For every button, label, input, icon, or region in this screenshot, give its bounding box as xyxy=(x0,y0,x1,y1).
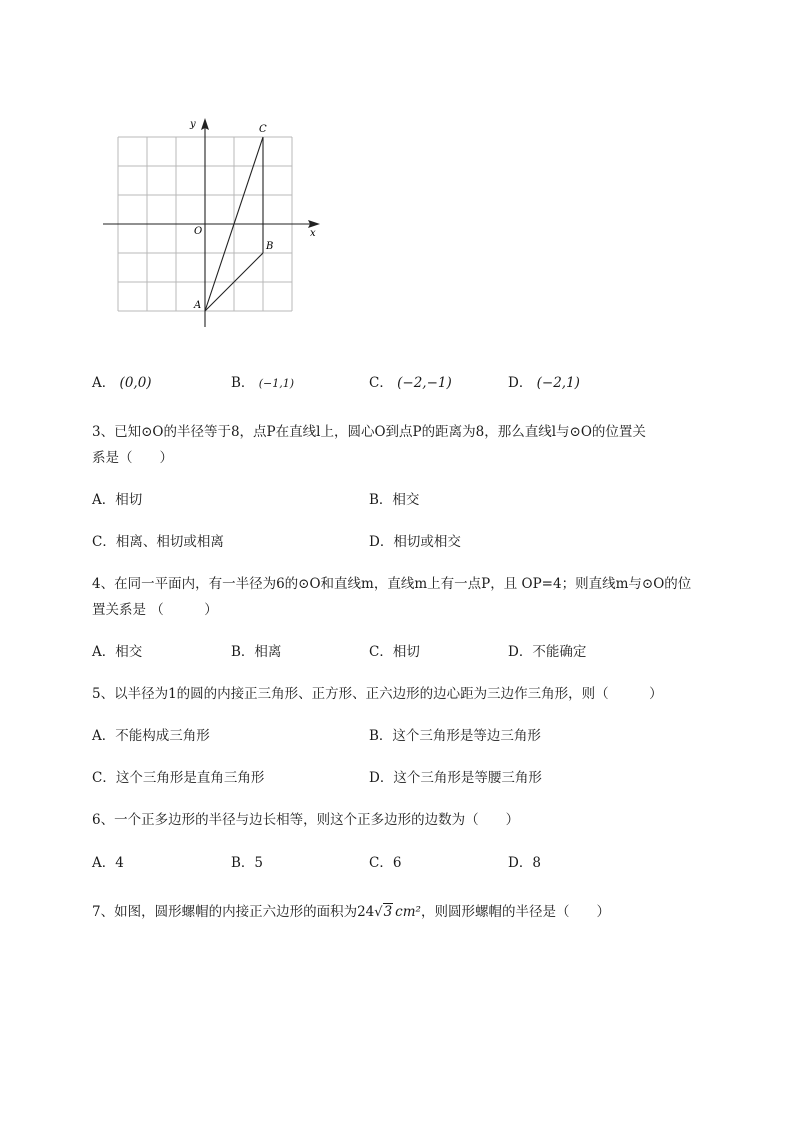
option-letter: D． xyxy=(508,375,533,391)
q5-option-c[interactable] xyxy=(92,767,264,789)
q2-option-b[interactable] xyxy=(231,372,294,395)
q4-option-a[interactable] xyxy=(92,641,142,663)
option-letter: B． xyxy=(231,375,255,391)
q7-stem-line1 xyxy=(92,901,610,924)
q2-option-a[interactable] xyxy=(92,372,152,394)
q6-option-d[interactable] xyxy=(508,852,541,874)
sqrt-radicand: 3 xyxy=(383,904,393,920)
option-text: 5 xyxy=(254,855,264,871)
area-unit: cm² xyxy=(395,904,421,920)
option-text: (−2,1) xyxy=(536,375,580,391)
option-letter: B． xyxy=(231,644,255,660)
option-letter: C． xyxy=(369,375,393,391)
option-text: 相切 xyxy=(392,644,420,660)
q6-stem-line1: 6、一个正多边形的半径与边长相等，则这个正多边形的边数为（ ） xyxy=(92,812,520,828)
point-a-label: A xyxy=(194,300,202,311)
q3-option-a[interactable] xyxy=(92,489,142,511)
option-letter: A． xyxy=(92,375,116,391)
option-text: 8 xyxy=(532,855,541,871)
option-text: (0,0) xyxy=(119,375,152,391)
option-text: 6 xyxy=(392,855,402,871)
option-letter: B． xyxy=(231,855,255,871)
q2-option-d[interactable] xyxy=(508,372,580,394)
q5-option-b[interactable] xyxy=(369,725,541,747)
option-text: 这个三角形是等边三角形 xyxy=(392,728,541,744)
q4-option-d[interactable] xyxy=(508,641,586,663)
option-text: 相离、相切或相离 xyxy=(115,534,224,550)
option-text: 这个三角形是等腰三角形 xyxy=(393,770,542,786)
q6-option-c[interactable] xyxy=(369,852,401,874)
q2-option-c[interactable] xyxy=(369,372,452,394)
option-letter: D． xyxy=(508,644,533,660)
option-letter: D． xyxy=(369,770,394,786)
option-letter: B． xyxy=(369,492,393,508)
q5-stem-line1: 5、以半径为1的圆的内接正三角形、正方形、正六边形的边心距为三边作三角形，则（ ） xyxy=(92,686,663,702)
option-letter: C． xyxy=(92,534,116,550)
option-text: 相交 xyxy=(392,492,420,508)
option-letter: C． xyxy=(369,644,393,660)
option-letter: C． xyxy=(92,770,116,786)
option-text: 不能确定 xyxy=(532,644,587,660)
option-text: 相交 xyxy=(115,644,143,660)
option-letter: A． xyxy=(92,492,116,508)
q3-option-b[interactable] xyxy=(369,489,419,511)
coordinate-figure xyxy=(100,112,330,334)
q7-text-after: ，则圆形螺帽的半径是（ ） xyxy=(420,904,610,920)
q5-option-d[interactable] xyxy=(369,767,542,789)
sqrt-sign: √ xyxy=(374,905,383,920)
q5-option-a[interactable] xyxy=(92,725,210,747)
option-text: (−1,1) xyxy=(258,377,295,390)
q3-option-d[interactable] xyxy=(369,531,461,553)
option-letter: D． xyxy=(369,534,394,550)
q6-option-a[interactable] xyxy=(92,852,124,874)
point-c-label: C xyxy=(259,124,267,135)
y-axis-label: y xyxy=(190,119,196,130)
x-axis-label: x xyxy=(310,228,316,239)
option-text: 相切 xyxy=(115,492,143,508)
q3-stem-line1: 3、已知⊙O的半径等于8，点P在直线l上，圆心O到点P的距离为8，那么直线l与⊙O的位置关 xyxy=(92,424,646,440)
point-b-label: B xyxy=(266,241,274,252)
q7-text-before: 7、如图，圆形螺帽的内接正六边形的面积为24 xyxy=(92,904,375,920)
q3-option-c[interactable] xyxy=(92,531,224,553)
option-text: 相离 xyxy=(254,644,282,660)
option-text: 不能构成三角形 xyxy=(115,728,210,744)
option-letter: A． xyxy=(92,855,116,871)
option-letter: D． xyxy=(508,855,533,871)
option-text: 4 xyxy=(115,855,124,871)
q4-option-b[interactable] xyxy=(231,641,281,663)
q6-option-b[interactable] xyxy=(231,852,263,874)
option-letter: C． xyxy=(369,855,393,871)
coordinate-grid-svg xyxy=(100,112,330,334)
q4-stem-line1: 4、在同一平面内，有一半径为6的⊙O和直线m，直线m上有一点P，且 OP=4；则直线m与⊙O的位 xyxy=(92,576,692,592)
option-letter: A． xyxy=(92,644,116,660)
option-text: (−2,−1) xyxy=(397,375,452,391)
q4-stem-line2: 置关系是 （ ） xyxy=(92,602,218,618)
q3-stem-line2: 系是（ ） xyxy=(92,450,173,466)
option-letter: B． xyxy=(369,728,393,744)
origin-label: O xyxy=(194,226,203,237)
option-letter: A． xyxy=(92,728,116,744)
option-text: 这个三角形是直角三角形 xyxy=(115,770,265,786)
q4-option-c[interactable] xyxy=(369,641,420,663)
option-text: 相切或相交 xyxy=(393,534,461,550)
